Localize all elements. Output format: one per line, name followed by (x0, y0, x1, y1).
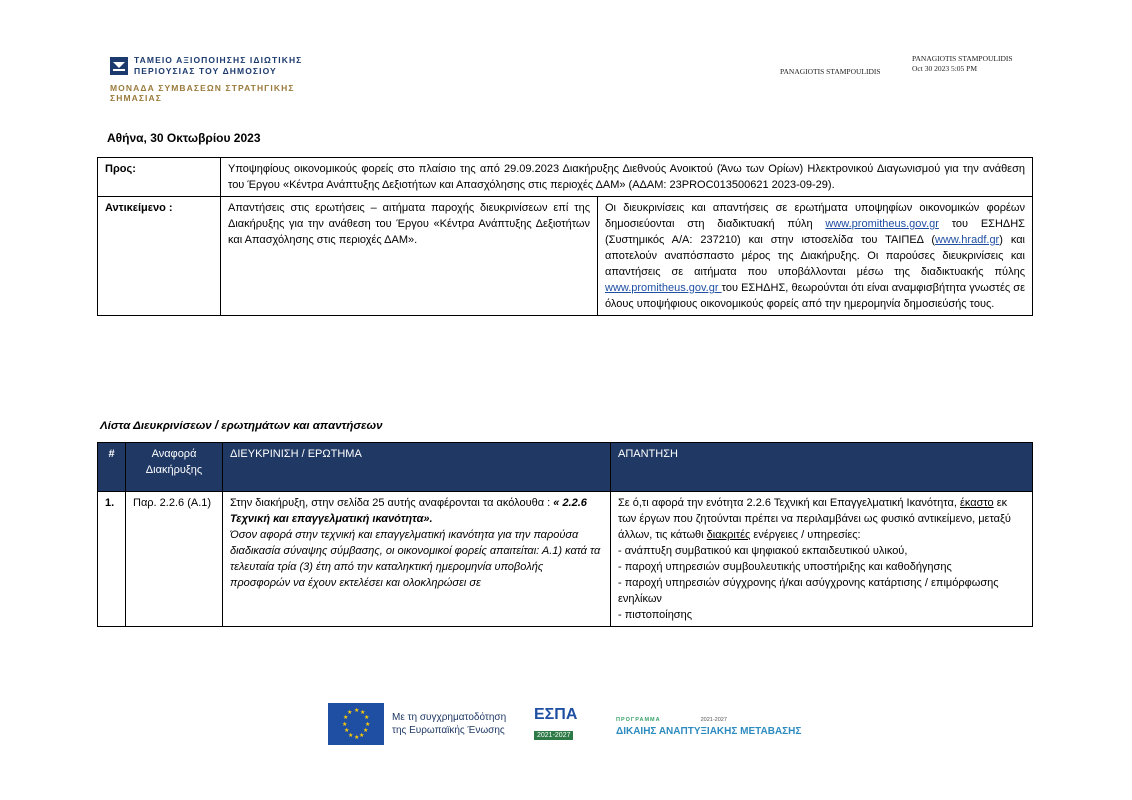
eu-cofunding-text: Με τη συγχρηματοδότηση της Ευρωπαϊκής Ένωσης (392, 712, 507, 736)
promitheus-link[interactable]: www.promitheus.gov.gr (605, 282, 722, 294)
svg-text:★: ★ (347, 709, 353, 716)
header-answer: ΑΠΑΝΤΗΣΗ (611, 443, 1033, 492)
signature-stamp-date: Oct 30 2023 5:05 PM (912, 64, 978, 73)
svg-text:★: ★ (359, 732, 365, 739)
table-row (98, 158, 1033, 197)
hradf-link[interactable]: www.hradf.gr (935, 234, 1000, 246)
svg-text:★: ★ (360, 709, 366, 716)
note-text: Οι διευκρινίσεις και απαντήσεις σε ερωτήματα υποψηφίων οικονομικών φορέων δημοσιεύονται στη διαδικτυακή πύλη (605, 202, 1025, 230)
document-date: Αθήνα, 30 Οκτωβρίου 2023 (107, 131, 261, 145)
espa-logo (534, 706, 598, 742)
svg-text:★: ★ (365, 721, 371, 728)
answer-underlined: έκαστο (959, 497, 994, 509)
svg-text:★: ★ (354, 734, 360, 741)
svg-text:★: ★ (343, 714, 349, 721)
eu-flag-icon (328, 703, 384, 745)
espa-title: ΕΣΠΑ (534, 706, 578, 723)
answer-underlined: διακριτές (706, 529, 751, 541)
row-num: 1. (98, 492, 126, 627)
row-answer (611, 492, 1033, 627)
program-label: ΠΡΟΓΡΑΜΜΑ (616, 717, 661, 723)
svg-text:★: ★ (342, 721, 348, 728)
table-row (98, 197, 1033, 316)
question-heading: « 2.2.6 Τεχνική και επαγγελματική ικανότητα». (230, 497, 587, 525)
svg-text:★: ★ (354, 707, 360, 714)
subject-label: Αντικείμενο : (98, 197, 221, 316)
list-title: Λίστα Διευκρινίσεων / ερωτημάτων και απαντήσεων (100, 420, 383, 432)
question-intro: Στην διακήρυξη, στην σελίδα 25 αυτής αναφέρονται τα ακόλουθα : (230, 497, 554, 509)
answer-item: - ανάπτυξη συμβατικού και ψηφιακού εκπαιδευτικού υλικού, (618, 545, 908, 557)
note-text: του ΕΣΗΔΗΣ, θεωρούνται ότι είναι αναμφισβήτητα γνωστές σε όλους υποψήφιους οικονομικούς φορείς από την ημερομηνία δημοσιεύσής τους. (605, 282, 1025, 310)
note-text: του ΕΣΗΔΗΣ (Συστημικός Α/Α: 237210) και στην ιστοσελίδα του ΤΑΙΠΕΔ ( (605, 218, 1025, 246)
subject-text: Απαντήσεις στις ερωτήσεις – αιτήματα παροχής διευκρινίσεων επί της Διακήρυξης για την ανάθεση του Έργου «Κέντρα Ανάπτυξης Δεξιοτήτων και Απασχόλησης στις περιοχές ΔΑΜ». (221, 197, 598, 316)
answer-item: - παροχή υπηρεσιών συμβουλευτικής υποστήριξης και καθοδήγησης (618, 561, 952, 573)
answer-text: ενέργειες / υπηρεσίες: (750, 529, 861, 541)
recipient-subject-table (97, 157, 1033, 316)
svg-text:★: ★ (364, 714, 370, 721)
signature-stamp-name2: PANAGIOTIS STAMPOULIDIS (912, 54, 1013, 63)
promitheus-link[interactable]: www.promitheus.gov.gr (825, 218, 939, 230)
svg-text:★: ★ (363, 727, 369, 734)
header-ref: Αναφορά Διακήρυξης (126, 443, 223, 492)
table-row (98, 492, 1033, 627)
unit-name-line2: ΣΗΜΑΣΙΑΣ (110, 93, 162, 103)
to-text: Υποψηφίους οικονομικούς φορείς στο πλαίσιο της από 29.09.2023 Διακήρυξης Διεθνούς Ανοικτού (Άνω των Ορίων) Ηλεκτρονικού Διαγωνισμού για την ανάθεση του Έργου «Κέντρα Ανάπτυξης Δεξιοτήτων και Απασχόλησης στις περιοχές ΔΑΜ» (ΑΔΑΜ: 23PROC013500621 2023-09-29). (221, 158, 1033, 197)
signature-stamp (912, 54, 1013, 74)
header-num: # (98, 443, 126, 492)
espa-years: 2021-2027 (534, 731, 573, 740)
answer-text: εκ των έργων που ζητούνται πρέπει να περιλαμβάνει ως φυσικό αντικείμενο, μεταξύ άλλων, τις κάτωθι (618, 497, 1011, 541)
answer-item: - παροχή υπηρεσιών σύγχρονης ή/και ασύγχρονης κατάρτισης / επιμόρφωσης ενηλίκων (618, 577, 999, 605)
row-question (223, 492, 611, 627)
org-logo (110, 55, 302, 103)
table-header-row (98, 443, 1033, 492)
svg-text:★: ★ (344, 727, 350, 734)
program-logo (616, 711, 801, 737)
answer-text: Σε ό,τι αφορά την ενότητα 2.2.6 Τεχνική και Επαγγελματική Ικανότητα, (618, 497, 960, 509)
to-label: Προς: (98, 158, 221, 197)
header-question: ΔΙΕΥΚΡΙΝΙΣΗ / ΕΡΩΤΗΜΑ (223, 443, 611, 492)
org-name-line2: ΠΕΡΙΟΥΣΙΑΣ ΤΟΥ ΔΗΜΟΣΙΟΥ (134, 66, 277, 76)
publication-note (598, 197, 1033, 316)
question-quote: Όσον αφορά στην τεχνική και επαγγελματική ικανότητα για την παρούσα διαδικασία σύναψης σύμβασης, οι οικονομικοί φορείς απαιτείται: Α.1) κατά τα τελευταία τρία (3) έτη από την καταληκτική ημερομηνία υποβολής προσφορών να έχουν εκτελέσει και ολοκληρώσει σε (230, 529, 601, 589)
note-text: ) και αποτελούν αναπόσπαστο μέρος της Διακήρυξης. Οι παρούσες διευκρινίσεις και απαντήσεις σε αιτήματα που υποβάλλονται μέσω της διαδικτυακής πύλης (605, 234, 1026, 278)
unit-name-line1: ΜΟΝΑΔΑ ΣΥΜΒΑΣΕΩΝ ΣΤΡΑΤΗΓΙΚΗΣ (110, 83, 295, 93)
funding-logos (328, 703, 801, 745)
org-name-line1: ΤΑΜΕΙΟ ΑΞΙΟΠΟΙΗΣΗΣ ΙΔΙΩΤΙΚΗΣ (134, 55, 303, 65)
qa-table (97, 442, 1033, 627)
program-name: ΔΙΚΑΙΗΣ ΑΝΑΠΤΥΞΙΑΚΗΣ ΜΕΤΑΒΑΣΗΣ (616, 726, 802, 737)
answer-item: - πιστοποίησης (618, 609, 693, 621)
row-ref: Παρ. 2.2.6 (Α.1) (126, 492, 223, 627)
program-years: 2021-2027 (700, 717, 727, 723)
hradf-logo-icon (110, 57, 128, 75)
signature-stamp-name: PANAGIOTIS STAMPOULIDIS (780, 67, 881, 76)
svg-text:★: ★ (348, 732, 354, 739)
